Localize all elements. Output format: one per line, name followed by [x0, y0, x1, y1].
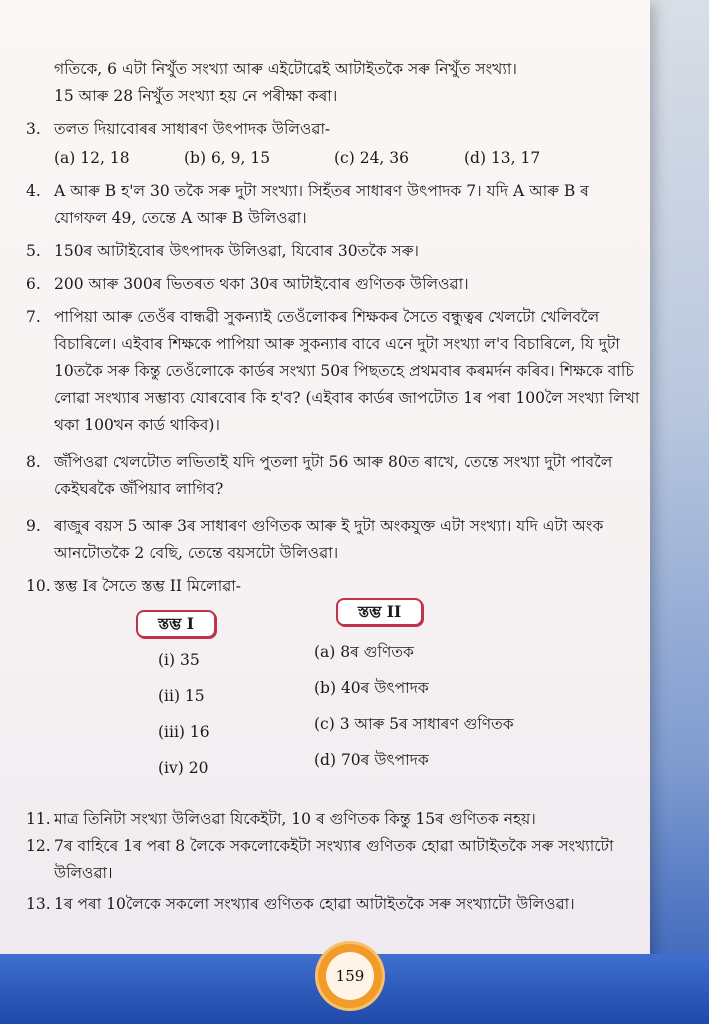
page-number-badge: [318, 944, 382, 1008]
question-text: মাত্ৰ তিনিটা সংখ্যা উলিওৱা যিকেইটা, 10 ৰ গুণিতক কিন্তু 15ৰ গুণিতক নহয়।: [54, 810, 536, 828]
question-text: 200 আৰু 300ৰ ভিতৰত থকা 30ৰ আটাইবোৰ গুণিতক উলিওৱা।: [54, 275, 469, 293]
column-1-item: (i) 35: [158, 651, 200, 669]
question-5: [26, 238, 646, 265]
column-2-item: (b) 40ৰ উৎপাদক: [314, 679, 429, 697]
page-content: [26, 56, 646, 924]
option-b: (b) 6, 9, 15: [184, 149, 271, 167]
question-number: 10.: [26, 577, 51, 595]
question-text: পাপিয়া আৰু তেওঁৰ বান্ধৱী সুকন্যাই তেওঁলোকৰ শিক্ষকৰ সৈতে বন্ধুত্বৰ খেলটো খেলিবলৈ বিচাৰিলে। এইবাৰ শিক্ষকে পাপিয়া আৰু সুকন্যাৰ বাবে এনে দুটা সংখ্যা ল'ব বিচাৰিলে, যি দুটা 10তকৈ সৰু কিন্তু তেওঁলোকে কাৰ্ডৰ সংখ্যা 50ৰ পিছতহে প্ৰথমবাৰ কৰমৰ্দন কৰিব। শিক্ষকে বাচি লোৱা সংখ্যাৰ সম্ভাব্য যোৰবোৰ কি হ'ব? (এইবাৰ কাৰ্ডৰ জাপটোত 1ৰ পৰা 100লৈ সংখ্যা লিখা থকা 100খন কাৰ্ড থাকিব)।: [54, 308, 640, 434]
question-number: 7.: [26, 308, 41, 326]
match-columns: [26, 602, 646, 806]
column-2-heading: স্তম্ভ II: [336, 598, 423, 626]
column-1-item: (ii) 15: [158, 687, 205, 705]
column-2-item: (a) 8ৰ গুণিতক: [314, 643, 414, 661]
question-text: 150ৰ আটাইবোৰ উৎপাদক উলিওৱা, যিবোৰ 30তকৈ সৰু।: [54, 242, 419, 260]
question-number: 8.: [26, 453, 41, 471]
question-13: [26, 891, 646, 918]
question-number: 13.: [26, 895, 51, 913]
column-1-item: (iii) 16: [158, 723, 210, 741]
question-6: [26, 271, 646, 298]
column-2-item: (c) 3 আৰু 5ৰ সাধাৰণ গুণিতক: [314, 715, 514, 733]
question-number: 11.: [26, 810, 51, 828]
question-text: স্তম্ভ Iৰ সৈতে স্তম্ভ II মিলোৱা-: [54, 577, 242, 595]
question-7: [26, 304, 646, 439]
column-1-list: [158, 642, 210, 786]
intro-line-2: 15 আৰু 28 নিখুঁত সংখ্যা হয় নে পৰীক্ষা কৰা।: [54, 87, 338, 105]
question-9: [26, 513, 646, 567]
question-text: তলত দিয়াবোৰৰ সাধাৰণ উৎপাদক উলিওৱা-: [54, 120, 331, 138]
question-text: 1ৰ পৰা 10লৈকে সকলো সংখ্যাৰ গুণিতক হোৱা আটাইতকৈ সৰু সংখ্যাটো উলিওৱা।: [54, 895, 575, 913]
question-3: [26, 116, 646, 143]
question-number: 9.: [26, 517, 41, 535]
question-text: A আৰু B হ'ল 30 তকৈ সৰু দুটা সংখ্যা। সিহঁতৰ সাধাৰণ উৎপাদক 7। যদি A আৰু B ৰ যোগফল 49, তেন্তে A আৰু B উলিওৱা।: [54, 182, 589, 227]
question-text: ৰাজুৰ বয়স 5 আৰু 3ৰ সাধাৰণ গুণিতক আৰু ই দুটা অংকযুক্ত এটা সংখ্যা। যদি এটা অংক আনটোতকৈ 2 বেছি, তেন্তে বয়সটো উলিওৱা।: [54, 517, 604, 562]
question-number: 4.: [26, 182, 41, 200]
question-12: [26, 833, 646, 887]
question-11: [26, 806, 646, 833]
question-number: 6.: [26, 275, 41, 293]
question-8: [26, 449, 646, 503]
intro-line-1: গতিকে, 6 এটা নিখুঁত সংখ্যা আৰু এইটোৱেই আটাইতকৈ সৰু নিখুঁত সংখ্যা।: [54, 60, 517, 78]
question-3-options: [26, 145, 646, 172]
column-2-list: [314, 634, 514, 778]
question-text: জঁপিওৱা খেলটোত লভিতাই যদি পুতলা দুটা 56 আৰু 80ত ৰাখে, তেন্তে সংখ্যা দুটা পাবলৈ কেইঘৰকৈ জঁপিয়াব লাগিব?: [54, 453, 613, 498]
question-text: 7ৰ বাহিৰে 1ৰ পৰা 8 লৈকে সকলোকেইটা সংখ্যাৰ গুণিতক হোৱা আটাইতকৈ সৰু সংখ্যাটো উলিওৱা।: [54, 837, 614, 882]
column-1-item: (iv) 20: [158, 759, 209, 777]
question-number: 12.: [26, 837, 51, 855]
question-10: [26, 573, 646, 600]
question-4: [26, 178, 646, 232]
option-d: (d) 13, 17: [464, 149, 541, 167]
option-c: (c) 24, 36: [334, 149, 410, 167]
question-number: 3.: [26, 120, 41, 138]
column-2-item: (d) 70ৰ উৎপাদক: [314, 751, 429, 769]
column-1-heading: স্তম্ভ I: [136, 610, 216, 638]
question-number: 5.: [26, 242, 41, 260]
page-number: 159: [326, 952, 374, 1000]
option-a: (a) 12, 18: [54, 149, 130, 167]
